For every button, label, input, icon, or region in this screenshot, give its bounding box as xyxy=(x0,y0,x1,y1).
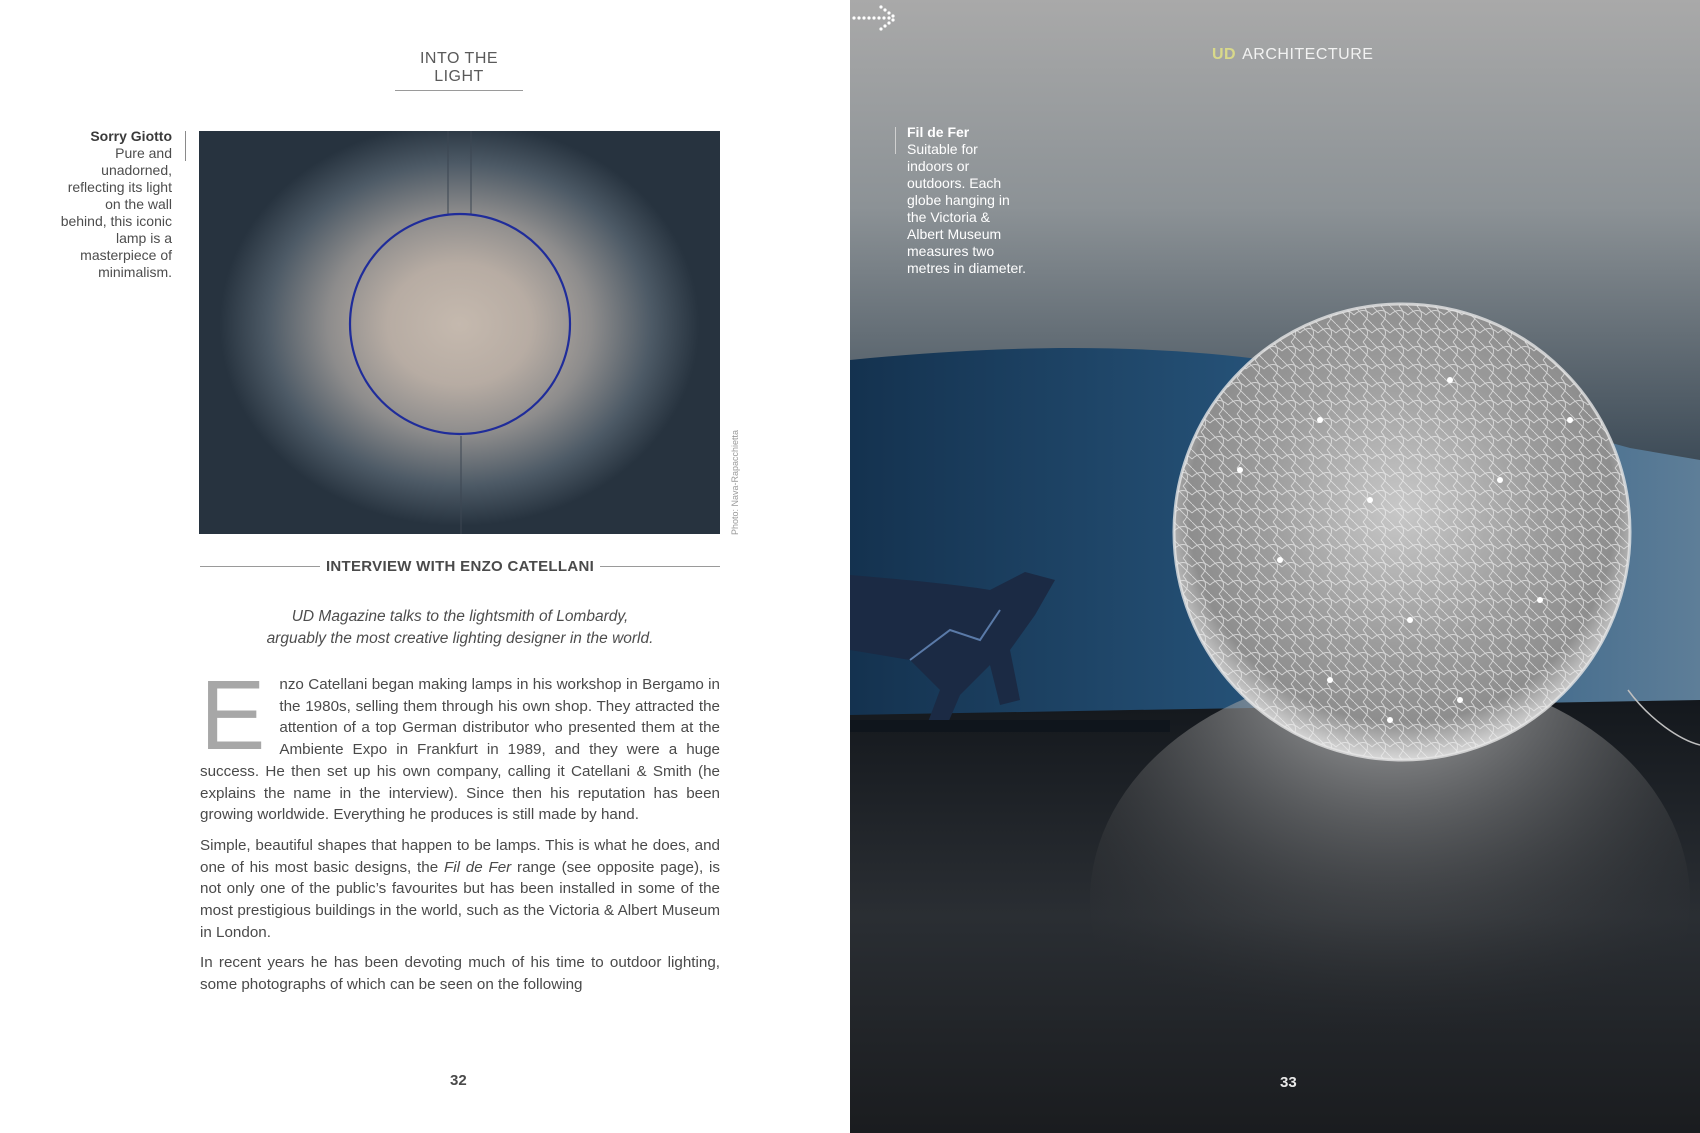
heading-rule-right xyxy=(600,566,720,567)
heading-rule-left xyxy=(200,566,320,567)
right-caption-rule xyxy=(895,127,896,154)
section-head xyxy=(1212,46,1373,64)
standfirst-line-2: arguably the most creative lighting designer in the world. xyxy=(266,630,654,647)
right-caption-title: Fil de Fer xyxy=(907,124,970,140)
interview-heading xyxy=(200,558,720,575)
paragraph-1-text: nzo Catellani began making lamps in his workshop in Bergamo in the 1980s, selling them through his own shop. They attracted the attention of a top German distributor who presented them at the Ambiente Expo in Frankfurt in 1989, and they were a huge success. He then set up his own company, calling it Catellani & Smith (he explains the name in the interview). Since then his reputation has been growing worldwide. Everything he produces is still made by hand. xyxy=(200,676,720,824)
sorry-giotto-photo xyxy=(199,131,720,534)
interview-heading-text: INTERVIEW WITH ENZO CATELLANI xyxy=(325,558,595,575)
ud-logo: UD xyxy=(1212,46,1237,63)
standfirst-line-1: UD Magazine talks to the lightsmith of Lombardy, xyxy=(291,608,629,625)
right-caption-text: Suitable for indoors or outdoors. Each globe hanging in the Victoria & Albert Museum measures two metres in diameter. xyxy=(907,141,1027,276)
side-caption xyxy=(60,128,172,281)
dotted-arrow-right-icon[interactable] xyxy=(850,0,898,36)
paragraph-1 xyxy=(200,660,720,826)
section-head-text: ARCHITECTURE xyxy=(1242,46,1374,63)
page-number-right: 33 xyxy=(1280,1074,1297,1091)
caption-rule xyxy=(185,131,186,161)
ring-lamp-illustration xyxy=(199,131,720,534)
side-caption-text: Pure and unadorned, reflecting its light on the wall behind, this iconic lamp is a masterpiece of minimalism. xyxy=(60,145,172,280)
paragraph-2-text-a: Simple, beautiful shapes that happen to be lamps. This is what he does, and one of his most basic designs, the xyxy=(200,836,720,876)
article-body xyxy=(200,660,720,1005)
running-head: INTO THE LIGHT xyxy=(395,50,523,91)
page-number-left: 32 xyxy=(450,1072,467,1089)
paragraph-2-italic: Fil de Fer xyxy=(443,858,512,876)
right-page xyxy=(850,0,1700,1133)
standfirst xyxy=(200,606,720,650)
side-caption-title: Sorry Giotto xyxy=(90,128,172,144)
paragraph-2-text-b: range (see opposite page), is not only one of the public’s favourites but has been installed in some of the most prestigious buildings in the world, such as the Victoria & Albert Museum in London. xyxy=(200,858,720,941)
right-caption xyxy=(907,124,1027,277)
drop-cap: E xyxy=(200,660,266,770)
photo-credit: Photo: Nava-Rapacchietta xyxy=(730,429,740,535)
paragraph-2 xyxy=(200,835,720,944)
ring-lamp xyxy=(350,214,570,434)
paragraph-3: In recent years he has been devoting much of his time to outdoor lighting, some photographs of which can be seen on the following xyxy=(200,954,720,994)
